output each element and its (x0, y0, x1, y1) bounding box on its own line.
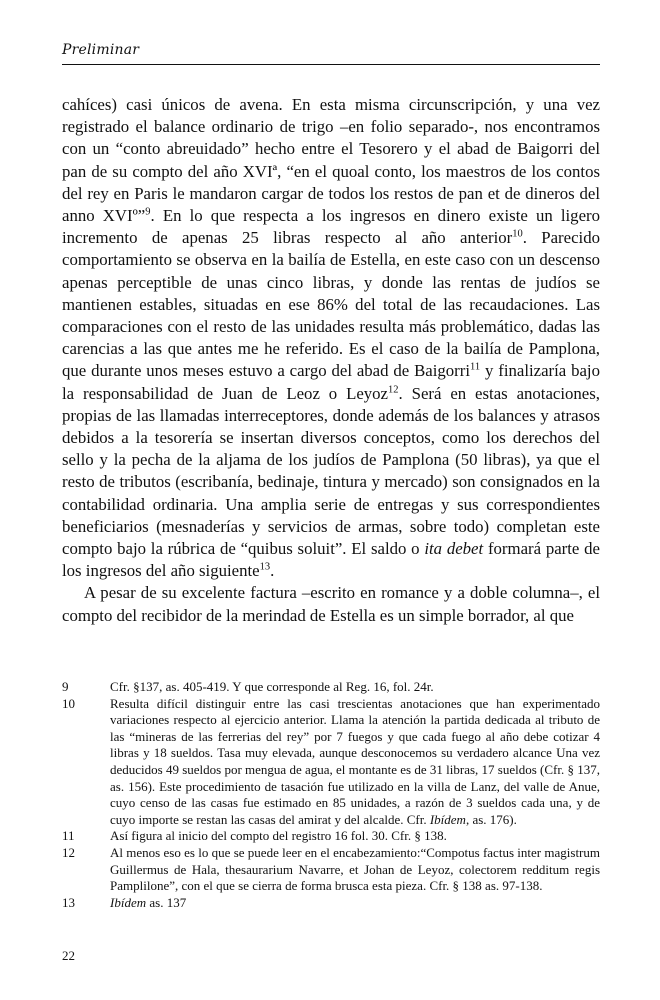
text-run: cahíces) casi únicos de avena. En esta misma circunscripción, y una vez registrado el balance ordinario de trigo –en folio separado-, nos encontramos con un “conto abreuidado” hecho entre el Tesorero y el abad de Baigorri del pan de su compto del año XVIª, “en el quoal conto, los maestros de los contos del rey en Paris le mandaron cargar de todos los restos de pan et de dineros del anno XVIº” (62, 95, 600, 226)
footnote-number: 12 (62, 844, 75, 860)
footnote-reference: 13 (259, 561, 271, 573)
page-number: 22 (62, 948, 75, 963)
running-head: Preliminar (62, 42, 140, 58)
footnote-reference: 11 (470, 361, 481, 373)
footnote-reference: 9 (145, 206, 151, 218)
text-run: as. 137 (146, 894, 187, 910)
text-run: Resulta difícil distinguir entre las casi trescientas anotaciones que han experimentado variaciones respecto al ejercicio anterior. Llama la atención la partida dedicada al tributo de las “mineras de las ferrerias del rey” por 7 fuegos y que cada fuego al año debe cotizar 4 libras y 18 sueldos. Tasa muy elevada, aunque desconocemos su verdadero alcance Una vez deducidos 49 sueldos por mengua de agua, el montante es de 31 libras, 17 sueldos (Cfr. § 137, as. 156). Este procedimiento de tasación fue utilizado en la villa de Lanz, del valle de Anue, cuyo censo de las casas fue estimado en 85 unidades, a razón de 3 sueldos cada una, y de cuyo importe se restan las casas del amirat y del alcalde. Cfr. (110, 695, 600, 827)
footnote-number: 9 (62, 679, 69, 694)
footnote (62, 828, 600, 845)
text-run: y finalizaría bajo la responsabilidad de Juan de Leoz o Leyoz (62, 361, 600, 403)
paragraph (62, 582, 600, 626)
footnote-text (110, 895, 600, 912)
footnote-text (110, 696, 600, 829)
body-text (62, 94, 600, 627)
text-run: . (270, 561, 275, 581)
text-run: formará parte de los ingresos del año siguiente (62, 539, 600, 581)
footnote-text (110, 679, 600, 696)
italic-text: Ibídem (110, 894, 147, 910)
text-run: . Será en estas anotaciones, propias de las llamadas interreceptores, donde además de los balances y atrasos debidos a la tesorería se insertan diversos conceptos, como los derechos del sello y la pecha de la aljama de los judíos de Pamplona (50 libras), ya que el resto de tributos (escribanía, bedinaje, tintura y mercado) son consignados en la contabilidad ordinaria. Una amplia serie de entregas y sus correspondientes beneficiarios (mesnaderías y servicios de armas, sobre todo) completan este compto bajo la rúbrica de “quibus soluit”. El saldo o (62, 383, 600, 559)
paragraph (62, 94, 600, 582)
footnote (62, 845, 600, 895)
footnote-number: 13 (62, 894, 75, 910)
text-run: Al menos eso es lo que se puede leer en el encabezamiento:“Compotus factus inter magistrum Guillermus de Hala, thesaurarium Navarre, et Johan de Leyoz, colectorem redditum regis Pamplilone”, con el que se cierra de forma brusca esta pieza. Cfr. § 138 as. 97-138. (110, 844, 600, 894)
text-run: , as. 176). (465, 811, 517, 827)
italic-text: Ibídem (429, 811, 466, 827)
footnote-reference: 10 (512, 228, 523, 240)
footnote-reference: 12 (388, 384, 399, 396)
footnote-number: 11 (62, 828, 75, 844)
footnote-text (110, 828, 600, 845)
italic-text: ita debet (424, 539, 484, 559)
text-run: A pesar de su excelente factura –escrito en romance y a doble columna–, el compto del recibidor de la merindad de Estella es un simple borrador, al que (62, 583, 600, 625)
text-run: . Parecido comportamiento se observa en la bailía de Estella, en este caso con un descenso apenas perceptible de unas cinco libras, y donde las rentas de judíos se mantienen estables, situadas en ese 86% del total de las recaudaciones. Las comparaciones con el resto de las unidades resulta más problemático, dadas las carencias a las que antes me he referido. Es el caso de la bailía de Pamplona, que durante unos meses estuvo a cargo del abad de Baigorri (62, 228, 600, 381)
footnote (62, 679, 600, 696)
footnote-text (110, 845, 600, 895)
footnote-number: 10 (62, 695, 75, 711)
header-rule (62, 64, 600, 65)
footnote (62, 696, 600, 829)
text-run: . En lo que respecta a los ingresos en dinero existe un ligero incremento de apenas 25 libras respecto al año anterior (62, 206, 601, 248)
footnote (62, 895, 600, 912)
text-run: Cfr. §137, as. 405-419. Y que corresponde al Reg. 16, fol. 24r. (110, 679, 434, 694)
footnotes (62, 679, 600, 911)
text-run: Así figura al inicio del compto del registro 16 fol. 30. Cfr. § 138. (110, 828, 447, 844)
